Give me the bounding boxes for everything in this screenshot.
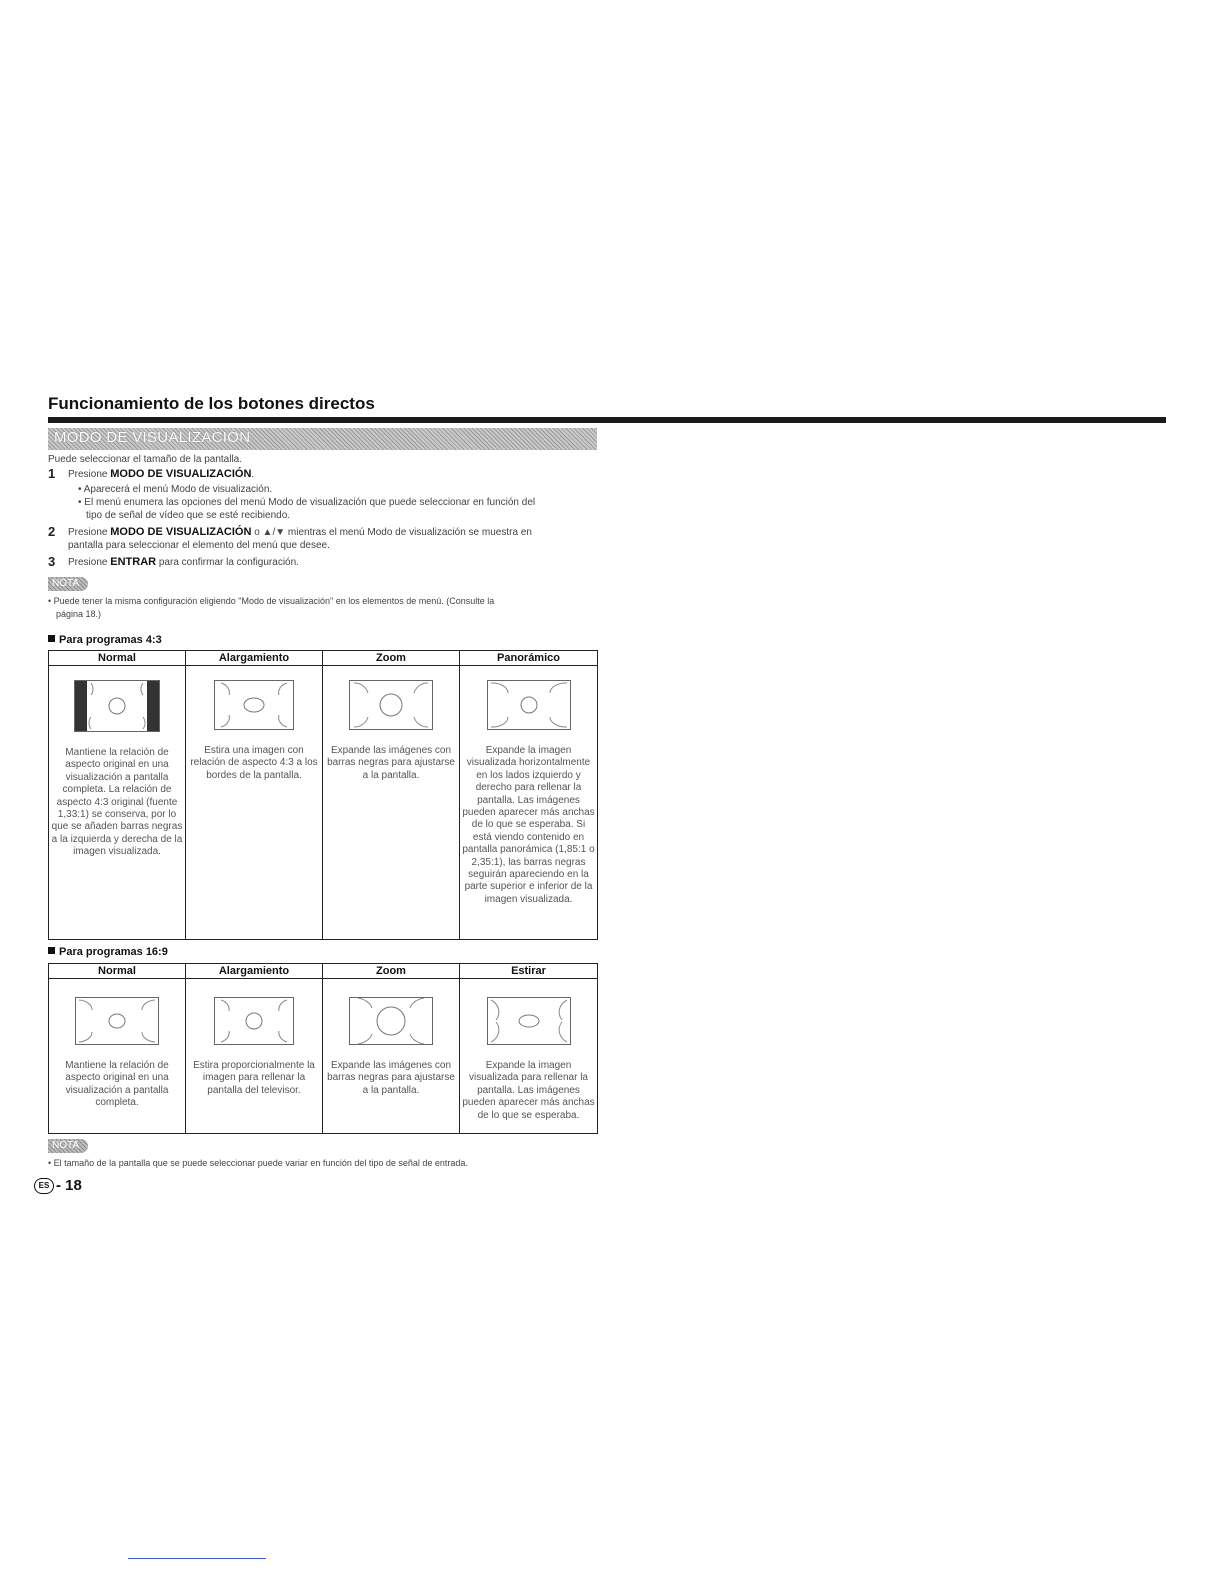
nota-label-2: NOTA bbox=[48, 1139, 88, 1153]
step-3-number: 3 bbox=[48, 554, 56, 569]
nota-1-text: • Puede tener la misma configuración eligiendo "Modo de visualización" en los elementos de menú. (Consulte la bbox=[48, 596, 495, 606]
table-169-desc-zoom: Expande las imágenes con barras negras para ajustarse a la pantalla. bbox=[327, 1060, 455, 1096]
page-number-text: - 18 bbox=[56, 1177, 82, 1194]
table-169-header-estirar: Estirar bbox=[460, 964, 598, 979]
step-1-post: . bbox=[251, 469, 255, 480]
step-1-number: 1 bbox=[48, 466, 56, 481]
step-3-key: ENTRAR bbox=[110, 556, 157, 568]
step-1-bullet-1: • Aparecerá el menú Modo de visualización. bbox=[78, 484, 273, 495]
section-title: MODO DE VISUALIZACIÓN bbox=[54, 429, 251, 446]
zoom-169-screen-icon bbox=[349, 997, 433, 1045]
table-169-cell-zoom bbox=[323, 979, 460, 1134]
table-43-heading bbox=[48, 634, 162, 646]
nota-1-text-cont: página 18.) bbox=[56, 609, 102, 619]
stretch-169-screen-icon bbox=[214, 997, 294, 1045]
nota-label: NOTA bbox=[48, 577, 88, 591]
normal-43-screen-icon bbox=[74, 680, 160, 732]
table-43-desc-normal: Mantiene la relación de aspecto original en una visualización a pantalla completa. La relación de aspecto 4:3 original (fuente 1,33:1) se conserva, por lo que se añaden barras negras a la izquierda y derecha de la imagen visualizada. bbox=[51, 747, 183, 858]
step-1-bullet-2-cont: tipo de señal de vídeo que se esté recibiendo. bbox=[86, 510, 291, 521]
step-3-pre: Presione bbox=[68, 557, 111, 568]
table-43-header-normal: Normal bbox=[49, 651, 186, 666]
stretch-43-screen-icon bbox=[214, 680, 294, 730]
table-169 bbox=[48, 963, 598, 1134]
step-1-text bbox=[68, 468, 254, 481]
section-banner bbox=[48, 428, 597, 450]
table-43-desc-zoom: Expande las imágenes con barras negras para ajustarse a la pantalla. bbox=[327, 745, 455, 781]
table-169-header-normal: Normal bbox=[49, 964, 186, 979]
table-169-desc-alargamiento: Estira proporcionalmente la imagen para rellenar la pantalla del televisor. bbox=[193, 1060, 315, 1096]
table-43-cell-panoramico bbox=[460, 666, 598, 940]
table-169-heading bbox=[48, 946, 168, 958]
table-169-heading-text: Para programas 16:9 bbox=[59, 946, 168, 958]
table-169-cell-estirar bbox=[460, 979, 598, 1134]
table-43-header-alargamiento: Alargamiento bbox=[186, 651, 323, 666]
title-rule bbox=[48, 417, 1166, 423]
estirar-169-screen-icon bbox=[487, 997, 571, 1045]
table-169-desc-normal: Mantiene la relación de aspecto original en una visualización a pantalla completa. bbox=[65, 1060, 169, 1109]
step-2-pre: Presione bbox=[68, 527, 111, 538]
step-2-post: o ▲/▼ mientras el menú Modo de visualización se muestra en bbox=[251, 527, 532, 538]
bottom-link-underline bbox=[128, 1558, 266, 1559]
table-169-header-zoom: Zoom bbox=[323, 964, 460, 979]
table-43-desc-alargamiento: Estira una imagen con relación de aspecto 4:3 a los bordes de la pantalla. bbox=[190, 745, 318, 781]
panoramic-43-screen-icon bbox=[487, 680, 571, 730]
intro-text: Puede seleccionar el tamaño de la pantalla. bbox=[48, 454, 243, 465]
table-169-header-alargamiento: Alargamiento bbox=[186, 964, 323, 979]
step-1-pre: Presione bbox=[68, 469, 111, 480]
table-169-cell-normal bbox=[49, 979, 186, 1134]
table-43-header-zoom: Zoom bbox=[323, 651, 460, 666]
table-43-cell-zoom bbox=[323, 666, 460, 940]
step-3-text bbox=[68, 556, 299, 569]
table-43-desc-panoramico: Expande la imagen visualizada horizontalmente en los lados izquierdo y derecho para rellenar la pantalla. Las imágenes pueden aparecer más anchas de lo que se esperaba. Si está viendo contenido en pantalla panorámica (1,85:1 o 2,35:1), las barras negras seguirán apareciendo en la parte superior e inferior de la imagen visualizada. bbox=[462, 745, 595, 905]
normal-169-screen-icon bbox=[75, 997, 159, 1045]
table-43 bbox=[48, 650, 598, 940]
table-43-cell-alargamiento bbox=[186, 666, 323, 940]
step-1-bullet-2: • El menú enumera las opciones del menú Modo de visualización que puede seleccionar en función del bbox=[78, 497, 536, 508]
step-2-number: 2 bbox=[48, 524, 56, 539]
table-43-cell-normal bbox=[49, 666, 186, 940]
nota-2-text: • El tamaño de la pantalla que se puede seleccionar puede variar en función del tipo de señal de entrada. bbox=[48, 1158, 468, 1168]
table-169-desc-estirar: Expande la imagen visualizada para rellenar la pantalla. Las imágenes pueden aparecer más anchas de lo que se esperaba. bbox=[462, 1060, 595, 1121]
square-bullet-icon bbox=[48, 947, 55, 954]
zoom-43-screen-icon bbox=[349, 680, 433, 730]
square-bullet-icon bbox=[48, 635, 55, 642]
table-43-header-panoramico: Panorámico bbox=[460, 651, 598, 666]
step-2-text bbox=[68, 526, 532, 539]
language-badge: ES bbox=[34, 1178, 54, 1194]
table-43-heading-text: Para programas 4:3 bbox=[59, 634, 162, 646]
step-1-key: MODO DE VISUALIZACIÓN bbox=[110, 468, 252, 480]
step-2-text-cont: pantalla para seleccionar el elemento del menú que desee. bbox=[68, 540, 330, 551]
table-169-cell-alargamiento bbox=[186, 979, 323, 1134]
page-number bbox=[34, 1177, 82, 1194]
step-2-key: MODO DE VISUALIZACIÓN bbox=[110, 526, 252, 538]
page-title: Funcionamiento de los botones directos bbox=[48, 394, 375, 413]
step-3-post: para confirmar la configuración. bbox=[156, 557, 299, 568]
